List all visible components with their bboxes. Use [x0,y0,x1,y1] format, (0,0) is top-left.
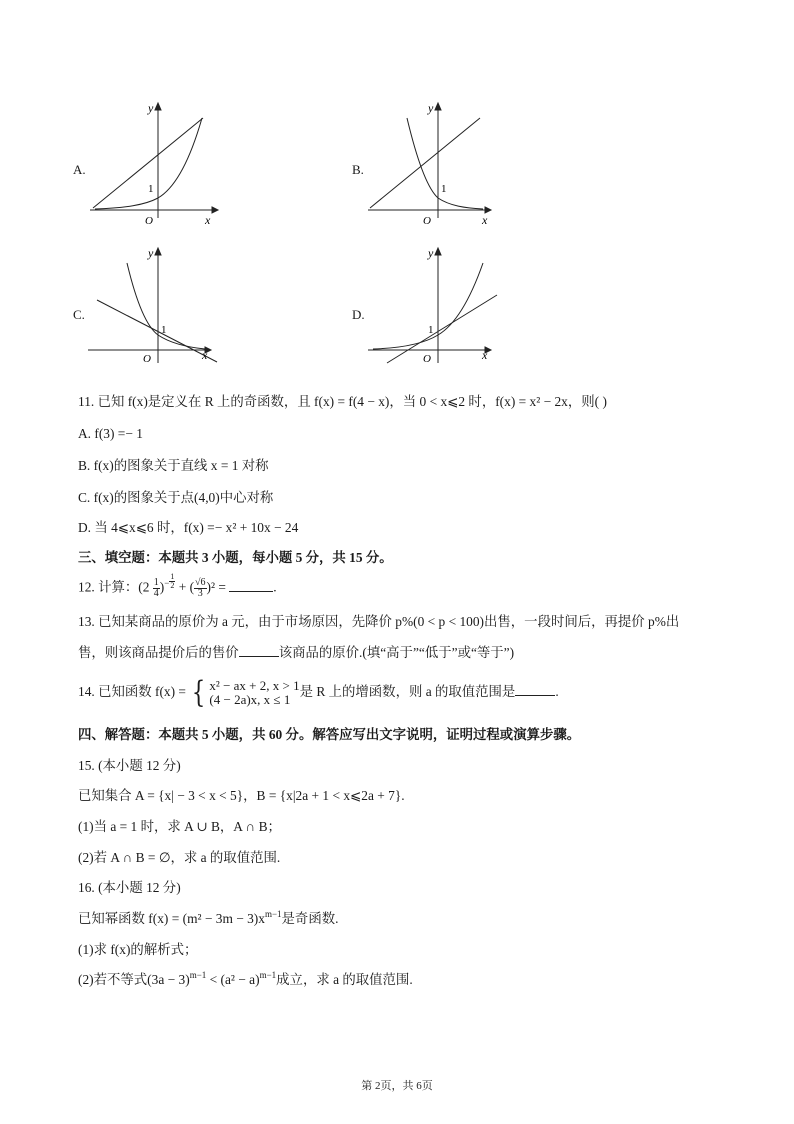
graph-d-y: y [428,246,434,260]
graph-a-o: O [145,215,153,225]
q12-mixed-fraction [153,578,160,599]
q13-line2-b: 该商品的原价.(填“高于”“低于”或“等于”) [278,645,515,660]
graph-options [0,0,794,385]
section-3-heading: 三、填空题：本题共 3 小题，每小题 5 分，共 15 分。 [78,550,393,565]
page-footer: 第 2页，共 6页 [361,1080,433,1092]
q16-p2-exp1: m−1 [189,970,207,980]
q13-line2-a: 售，则该商品提价后的售价 [78,645,239,660]
graph-d [365,245,505,370]
q15-part-2: (2)若 A ∩ B = ∅，求 a 的取值范围. [78,850,281,865]
q11-option-b: B. f(x)的图象关于直线 x = 1 对称 [78,458,269,473]
q14-piecewise [189,674,300,710]
q13-line2 [78,644,514,662]
q15-head: 15. (本小题 12 分) [78,758,181,773]
q12-end: )² = [206,579,230,595]
graph-a-one: 1 [148,183,154,195]
q14-cases [209,679,299,707]
q14-prefix: 14. 已知函数 f(x) = [78,684,186,699]
graph-b-o: O [423,215,431,225]
q14-suffix: 是 R 上的增函数，则 a 的取值范围是 [299,684,516,699]
q12-sqrt: √6 [195,577,206,588]
q12-answer-blank[interactable] [229,579,273,592]
graph-c-o: O [143,353,151,365]
q14 [78,676,559,708]
q16-part-1: (1)求 f(x)的解析式； [78,942,198,957]
q13-answer-blank[interactable] [239,644,279,657]
q11-option-a: A. f(3) =− 1 [78,426,143,441]
q11-option-c: C. f(x)的图象关于点(4,0)中心对称 [78,490,274,505]
graph-c-y: y [148,246,154,260]
q16-stem-exp: m−1 [264,909,282,919]
q12-exp-sign: − [164,577,170,588]
graph-a [85,100,225,225]
q14-brace: { [192,674,206,710]
option-a-label: A. [73,162,86,177]
graph-d-o: O [423,353,431,365]
q12-sqrt-fraction [194,578,207,599]
q14-case-2: (4 − 2a)x, x ≤ 1 [209,691,291,707]
section-4-heading: 四、解答题：本题共 5 小题，共 60 分。解答应写出文字说明，证明过程或演算步骤。 [78,727,581,742]
graph-c-x: x [202,348,208,362]
q11-option-d: D. 当 4⩽x⩽6 时，f(x) =− x² + 10x − 24 [78,520,299,535]
q16-stem [78,910,338,929]
q16-part-2 [78,971,413,990]
q15-part-1: (1)当 a = 1 时，求 A ∪ B，A ∩ B； [78,819,281,834]
q12-tail: . [273,579,277,595]
q14-tail: . [555,684,559,699]
q14-answer-blank[interactable] [515,683,555,696]
graph-c-one: 1 [161,324,167,336]
graph-d-one: 1 [428,324,434,336]
q12: 12. 计算：(2 $\frac{1}{4}$ )− $\frac{1}{2}$ + ( $\frac{√6}{3}$ )² = . [78,572,277,599]
q14-case-1: x² − ax + 2, x > 1 [209,677,300,693]
graph-a-y: y [148,101,154,115]
q16-stem-a: 已知幂函数 f(x) = (m² − 3m − 3)x [78,911,265,926]
graph-d-x: x [482,348,488,362]
q13-line1: 13. 已知某商品的原价为 a 元，由于市场原因，先降价 p%(0 < p < 100)出售，一段时间后，再提价 p%出 [78,614,680,629]
graph-b-y: y [428,101,434,115]
q16-p2-exp2: m−1 [259,970,277,980]
q16-p2-c: 成立，求 a 的取值范围. [276,972,413,987]
q12-exp-fraction [169,573,175,590]
q12-sqrt-den: 3 [197,588,203,599]
graph-b-x: x [482,213,488,225]
q12-mid: + ( [178,579,195,595]
q11-stem: 11. 已知 f(x)是定义在 R 上的奇函数，且 f(x) = f(4 − x)，当 0 < x⩽2 时，f(x) = x² − 2x，则( ) [78,394,607,409]
graph-a-x: x [205,213,211,225]
q16-stem-b: 是奇函数. [281,911,339,926]
q12-frac-den: 4 [153,588,159,599]
q16-p2-a: (2)若不等式(3a − 3) [78,972,190,987]
graph-c [85,245,225,370]
option-d-label: D. [352,307,365,322]
q12-exp-den: 2 [170,581,175,590]
q12-exp-num: 1 [170,572,175,581]
q12-frac-num: 1 [153,577,159,588]
option-b-label: B. [352,162,364,177]
option-c-label: C. [73,307,85,322]
q16-head: 16. (本小题 12 分) [78,880,181,895]
q16-p2-b: < (a² − a) [206,972,260,987]
q12-prefix: 12. 计算：(2 [78,579,150,595]
graph-b-one: 1 [441,183,447,195]
graph-b [365,100,505,225]
q15-stem: 已知集合 A = {x| − 3 < x < 5}，B = {x|2a + 1 < x⩽2a + 7}. [78,788,405,803]
